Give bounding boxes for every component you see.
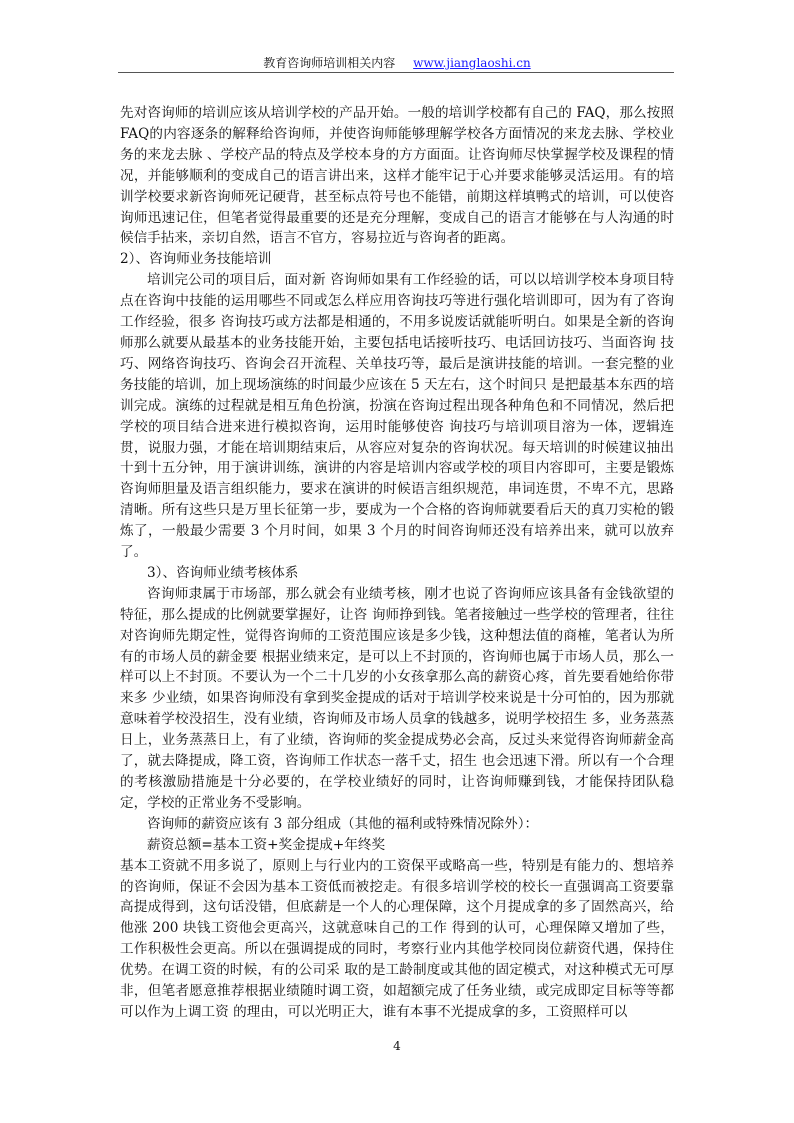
page-header: [120, 55, 674, 71]
section-heading-skills: 2）、咨询师业务技能培训: [120, 251, 272, 268]
header-title: 教育咨询师培训相关内容: [263, 56, 396, 70]
paragraph-product-training: 先对咨询师的培训应该从培训学校的产品开始。一般的培训学校都有自己的 FAQ，那么按照FAQ的内容逐条的解释给咨询师，并使咨询师能够理解学校各方面情况的来龙去脉、学校业务的来龙去脉 、学校产品的特点及学校本身的方方面面。让咨询师尽快掌握学校及课程的情况，并能够顺利的变成自己的语言讲出来，这样才能牢记于心并要求能够灵活运用。有的培训学校要求新咨询师死记硬背，甚至标点符号也不能错，前期这样填鸭式的培训，可以使咨询师迅速记住，但笔者觉得最重要的还是充分理解，变成自己的语言才能够在与人沟通的时候信手拈来，亲切自然，语言不官方，容易拉近与咨询者的距离。: [120, 105, 674, 247]
salary-formula: 薪资总额=基本工资+奖金提成+年终奖: [147, 836, 386, 853]
header-link[interactable]: www.jianglaoshi.cn: [413, 56, 531, 70]
section-heading-assessment: 3）、咨询师业绩考核体系: [147, 564, 299, 581]
paragraph-assessment: 咨询师隶属于市场部，那么就会有业绩考核，刚才也说了咨询师应该具备有金钱欲望的特征，那么提成的比例就要掌握好，让咨 询师挣到钱。笔者接触过一些学校的管理者，往往对咨询师先期定性，觉得咨询师的工资范围应该是多少钱，这种想法值的商榷，笔者认为所有的市场人员的薪金要 根据业绩来定，是可以上不封顶的，咨询师也属于市场人员，那么一样可以上不封顶。不要认为一个二十几岁的小女孩拿那么高的薪资心疼，首先要看她给你带来多 少业绩，如果咨询师没有拿到奖金提成的话对于培训学校来说是十分可怕的，因为那就意味着学校没招生，没有业绩，咨询师及市场人员拿的钱越多，说明学校招生 多，业务蒸蒸日上，业务蒸蒸日上，有了业绩，咨询师的奖金提成势必会高，反过头来觉得咨询师薪金高了，就去降提成，降工资，咨询师工作状态一落千丈，招生 也会迅速下滑。所以有一个合理的考核激励措施是十分必要的，在学校业绩好的同时，让咨询师赚到钱，才能保持团队稳定，学校的正常业务不受影响。: [120, 585, 674, 811]
paragraph-base-salary: 基本工资就不用多说了，原则上与行业内的工资保平或略高一些，特别是有能力的、想培养的咨询师，保证不会因为基本工资低而被挖走。有很多培训学校的校长一直强调高工资要靠高提成得到，这句话没错，但底薪是一个人的心理保障，这个月提成拿的多了固然高兴，给他涨 200 块钱工资他会更高兴，这就意味自己的工作 得到的认可，心理保障又增加了些，工作积极性会更高。所以在强调提成的同时，考察行业内其他学校同岗位薪资代遇，保持住优势。在调工资的时候，有的公司采 取的是工龄制度或其他的固定模式，对这种模式无可厚非，但笔者愿意推荐根据业绩随时调工资，如超额完成了任务业绩，或完成即定目标等等都可以作为上调工资 的理由，可以光明正大，谁有本事不光提成拿的多，工资照样可以: [120, 857, 674, 1020]
paragraph-skills-training: 培训完公司的项目后，面对新 咨询师如果有工作经验的话，可以以培训学校本身项目特点在咨询中技能的运用哪些不同或怎么样应用咨询技巧等进行强化培训即可，因为有了咨询工作经验，很多 咨询技巧或方法都是相通的，不用多说废话就能听明白。如果是全新的咨询师那么就要从最基本的业务技能开始，主要包括电话接听技巧、电话回访技巧、当面咨询 技巧、网络咨询技巧、咨询会召开流程、关单技巧等，最后是演讲技能的培训。一套完整的业务技能的培训，加上现场演练的时间最少应该在 5 天左右，这个时间只 是把最基本东西的培训完成。演练的过程就是相互角色扮演，扮演在咨询过程出现各种角色和不同情况，然后把学校的项目结合进来进行模拟咨询，运用时能够使咨 询技巧与培训项目溶为一体，逻辑连贯，说服力强，才能在培训期结束后，从容应对复杂的咨询状况。每天培训的时候建议抽出十到十五分钟，用于演讲训练，演讲的内容是培训内容或学校的项目内容即可，主要是锻炼咨询师胆量及语言组织能力，要求在演讲的时候语言组织规范，串词连贯，不卑不亢，思路清晰。所有这些只是万里长征第一步，要成为一个合格的咨询师就要看后天的真刀实枪的锻炼了，一般最少需要 3 个月时间，如果 3 个月的时间咨询师还没有培养出来，就可以放弃 了。: [120, 272, 674, 561]
page-number: 4: [393, 1039, 401, 1053]
header-divider: [118, 72, 674, 73]
body-text: [120, 103, 674, 1023]
paragraph-salary-components: 咨询师的薪资应该有 3 部分组成（其他的福利或特殊情况除外）：: [147, 815, 539, 832]
